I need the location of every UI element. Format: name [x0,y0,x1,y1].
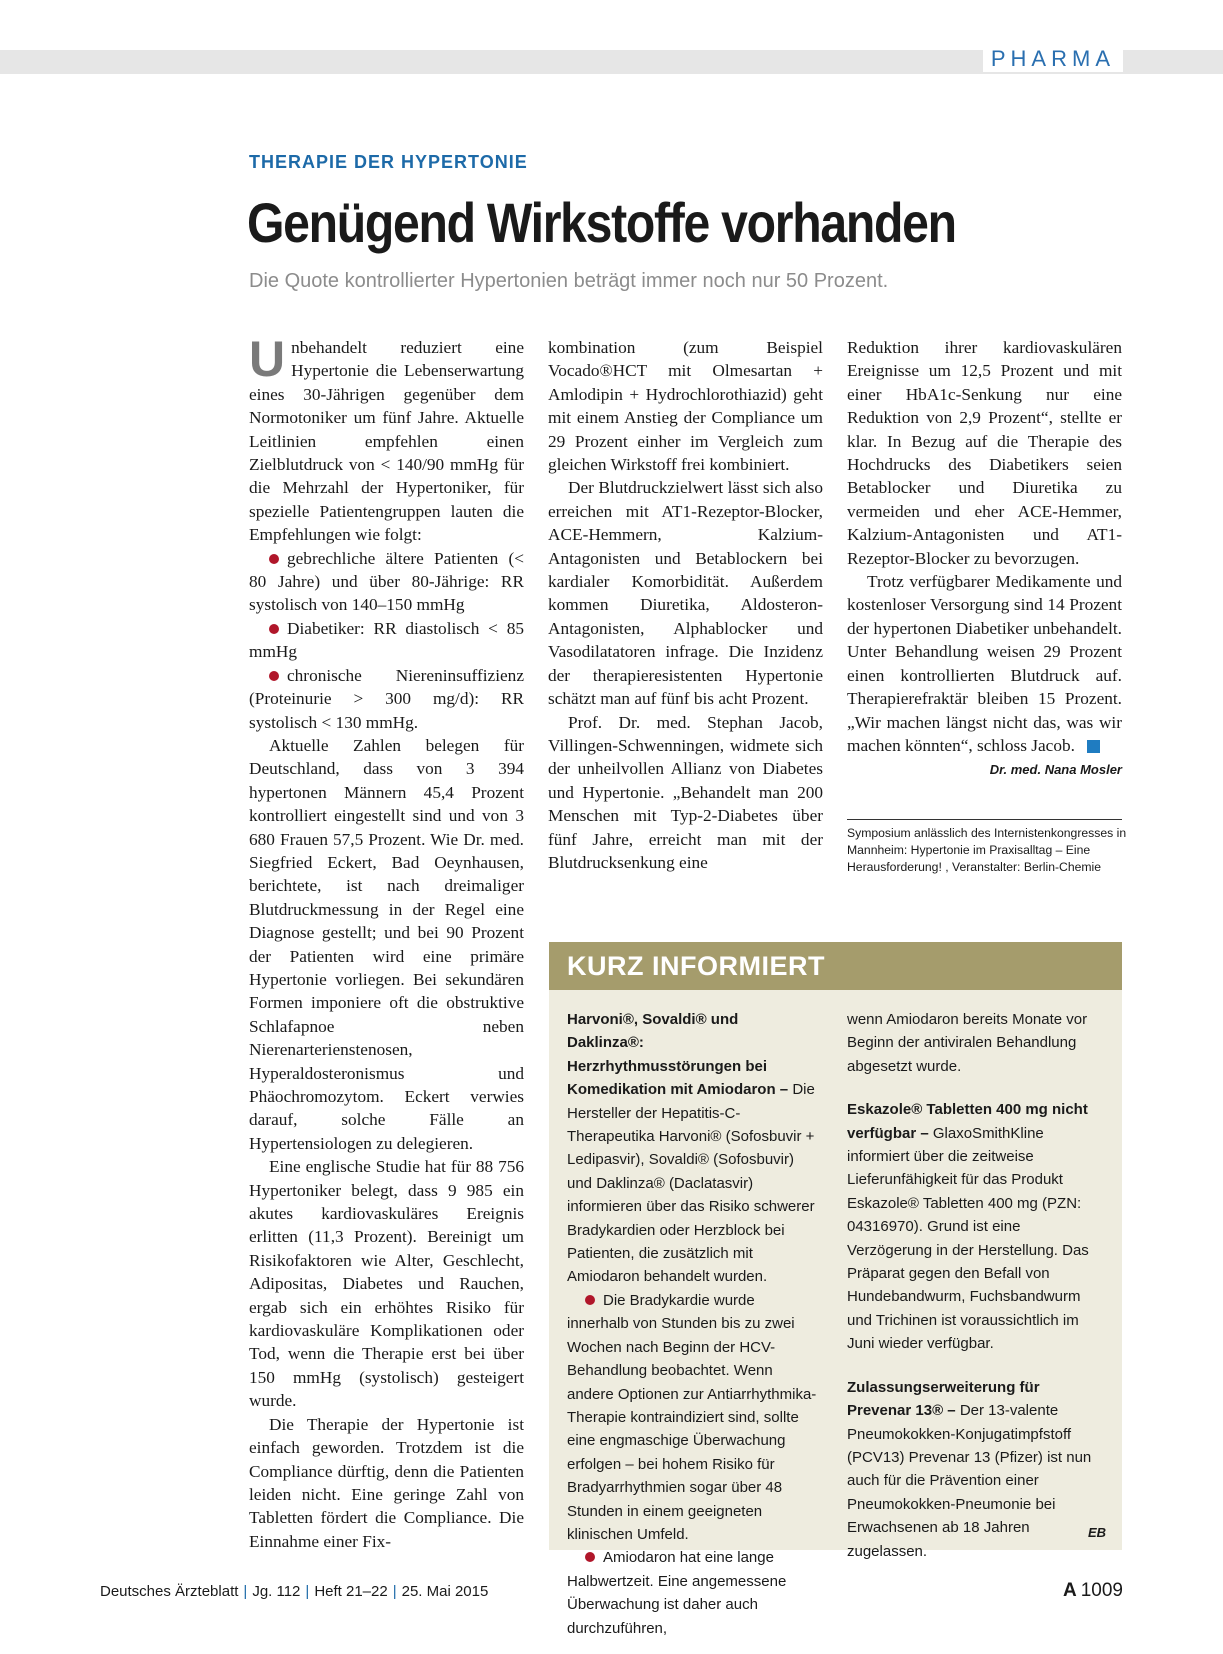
news-box-column-2 [847,1008,1105,1563]
issue: Heft 21–22 [314,1583,388,1600]
paragraph: Der Blutdruckzielwert lässt sich also erreichen mit AT1-Rezeptor-Blocker, ACE-Hemmern, Kalzium-Antagonisten und Betablockern bei kardialer Komorbidität. Außerdem kommen Diuretika, Aldosteron-Antagonisten, Alphablocker und Vasodilatatoren infrage. Die Inzidenz der therapieresistenten Hypertonie schätzt man auf fünf bis acht Prozent. [548,478,823,709]
bullet-icon [585,1552,595,1562]
article-column-1 [249,331,524,1553]
paragraph: Eine englische Studie hat für 88 756 Hypertoniker belegt, dass 9 985 ein akutes kardiovaskuläres Ereignis erlitten (11,3 Prozent). Bereinigt um Risikofaktoren wie Alter, Geschlecht, Adipositas, Diabetes und Rauchen, ergab sich ein erhöhtes Risiko für kardiovaskuläre Komplikationen oder Tod, wenn die Therapie erst bei über 150 mmHg (systolisch) gesteigert wurde. [249,1157,524,1411]
article-kicker: THERAPIE DER HYPERTONIE [249,152,528,172]
paragraph: Trotz verfügbarer Medikamente und kostenloser Versorgung sind 14 Prozent der hypertonen Diabetiker unbehandelt. Unter Behandlung weisen 29 Prozent einen kontrollierten Blutdruck auf. Therapierefraktär bleiben 15 Prozent. „Wir machen längst nicht das, was wir machen könnten“, schloss Jacob. [847,572,1122,755]
news-item-continued: wenn Amiodaron bereits Monate vor Beginn der antiviralen Behandlung abgesetzt wurde. [847,1011,1088,1075]
news-heading: Eskazole® Tabletten 400 mg nicht verfügbar – [847,1101,1088,1142]
news-heading: Zulassungserweiterung für Prevenar 13® – [847,1378,1040,1420]
bullet-icon [269,671,279,681]
article-column-2 [548,336,823,874]
news-box-title: KURZ INFORMIERT [549,942,1122,990]
article-column-3 [847,336,1122,781]
article-title: Genügend Wirkstoffe vorhanden [247,191,956,254]
footnote: Symposium anlässlich des Internistenkongresses in Mannheim: Hypertonie im Praxisalltag – Eine Herausforderung! , Veranstalter: Berlin-Chemie [847,826,1127,874]
page-number: A 1009 [1062,1580,1123,1601]
bullet-icon [585,1295,595,1305]
news-item: Harvoni®, Sovaldi® und Daklinza®: Herzrhythmusstörungen bei Komedikation mit Amiodaron – Die Hersteller der Hepatitis-C-Therapeutika Harvoni® (Sofosbuvir + Ledipasvir), Sovaldi® (Sofosbuvir) und Daklinza® (Daclatasvir) informieren über das Risiko schwerer Bradykardien oder Herzblock bei Patienten, die zusätzlich mit Amiodaron behandelt wurden. [567,1011,815,1286]
separator: | [243,1583,248,1600]
news-box-author: EB [1087,1525,1106,1540]
news-item: Zulassungserweiterung für Prevenar 13® – Der 13-valente Pneumokokken-Konjugatimpfstoff (PCV13) Prevenar 13 (Pfizer) ist nun auch für die Prävention einer Pneumokokken-Pneumonie bei Erwachsenen ab 18 Jahren zugelassen. [847,1378,1092,1560]
section-label: PHARMA [983,46,1123,72]
drop-cap: U [249,331,286,387]
bullet-item: chronische Niereninsuffizienz (Proteinurie > 300 mg/d): RR systolisch < 130 mmHg. [249,665,524,732]
volume: Jg. 112 [252,1583,301,1600]
separator: | [305,1583,310,1600]
issue-date: 25. Mai 2015 [401,1583,489,1600]
end-mark-icon [1087,740,1100,753]
journal-name: Deutsches Ärzteblatt [100,1583,239,1600]
footnote-divider [847,819,1122,820]
bullet-item: gebrechliche ältere Patienten (< 80 Jahre) und über 80-Jährige: RR systolisch von 140–150 mmHg [249,548,524,615]
paragraph: Aktuelle Zahlen belegen für Deutschland, dass von 3 394 hypertonen Männern 45,4 Prozent kontrolliert eingestellt sind und von 3 680 Frauen 57,5 Prozent. Wie Dr. med. Siegfried Eckert, Bad Oeynhausen, berichtete, ist nach dreimaliger Blutdruckmessung in der Regel eine Diagnose gestellt; und bei 90 Prozent der Patienten wird eine primäre Hypertonie vorliegen. Bei sekundären Formen imponiere oft die obstruktive Schlafapnoe neben Nierenarterienstenosen, Hyperaldosteronismus und Phäochromozytom. Eckert verwies darauf, solche Fälle an Hypertensiologen zu delegieren. [249,735,524,1153]
paragraph: Reduktion ihrer kardiovaskulären Ereignisse um 12,5 Prozent und mit einer HbA1c-Senkung nur eine Reduktion von 2,9 Prozent“, stellte er klar. In Bezug auf die Therapie des Hochdrucks des Diabetikers seien Betablocker und Diuretika zu vermeiden und eher ACE-Hemmer, Kalzium-Antagonisten und AT1-Rezeptor-Blocker zu bevorzugen. [847,338,1122,568]
bullet-item: Die Bradykardie wurde innerhalb von Stunden bis zu zwei Wochen nach Beginn der HCV-Behandlung beobachtet. Wenn andere Optionen zur Antiarrhythmika-Therapie kontraindiziert sind, sollte eine engmaschige Überwachung erfolgen – bei hohem Risiko für Bradyarrhythmien sogar über 48 Stunden in einem geeigneten klinischen Umfeld. [567,1291,817,1543]
news-box-column-1 [567,1008,819,1640]
bullet-item: Diabetiker: RR diastolisch < 85 mmHg [249,618,524,662]
bullet-icon [269,554,279,564]
news-heading: Harvoni®, Sovaldi® und Daklinza®: Herzrhythmusstörungen bei Komedikation mit Amiodaron – [567,1011,789,1099]
footer-citation [100,1583,488,1600]
paragraph: kombination (zum Beispiel Vocado®HCT mit Olmesartan + Amlodipin + Hydrochlorothiazid) geht mit einem Anstieg der Compliance um 29 Prozent einher im Vergleich zum gleichen Wirkstoff frei kombiniert. [548,338,823,475]
bullet-item: Amiodaron hat eine lange Halbwertzeit. Eine angemessene Überwachung ist daher auch durchzuführen, [567,1549,787,1637]
separator: | [392,1583,397,1600]
article-subtitle: Die Quote kontrollierter Hypertonien beträgt immer noch nur 50 Prozent. [249,270,889,292]
paragraph: Unbehandelt reduziert eine Hypertonie die Lebenserwartung eines 30-Jährigen gegenüber dem Normotoniker um fünf Jahre. Aktuelle Leitlinien empfehlen einen Zielblutdruck von < 140/90 mmHg für die Mehrzahl der Hypertoniker, für spezielle Patientengruppen lauten die Empfehlungen wie folgt: [249,331,524,545]
bullet-icon [269,624,279,634]
paragraph: Die Therapie der Hypertonie ist einfach geworden. Trotzdem ist die Compliance dürftig, denn die Patienten leiden nicht. Eine geringe Zahl von Tabletten fördert die Compliance. Die Einnahme einer Fix- [249,1414,524,1551]
paragraph: Prof. Dr. med. Stephan Jacob, Villingen-Schwenningen, widmete sich der unheilvollen Allianz von Diabetes und Hypertonie. „Behandelt man 200 Menschen mit Typ-2-Diabetes über fünf Jahre, erreicht man mit der Blutdrucksenkung eine [548,712,823,872]
author-byline: Dr. med. Nana Mosler [989,762,1122,778]
news-item: Eskazole® Tabletten 400 mg nicht verfügbar – GlaxoSmithKline informiert über die zeitweise Lieferunfähigkeit für das Produkt Eskazole® Tabletten 400 mg (PZN: 04316970). Grund ist eine Verzögerung in der Herstellung. Das Präparat gegen den Befall von Hundebandwurm, Fuchsbandwurm und Trichinen ist voraussichtlich im Juni wieder verfügbar. [847,1101,1089,1353]
